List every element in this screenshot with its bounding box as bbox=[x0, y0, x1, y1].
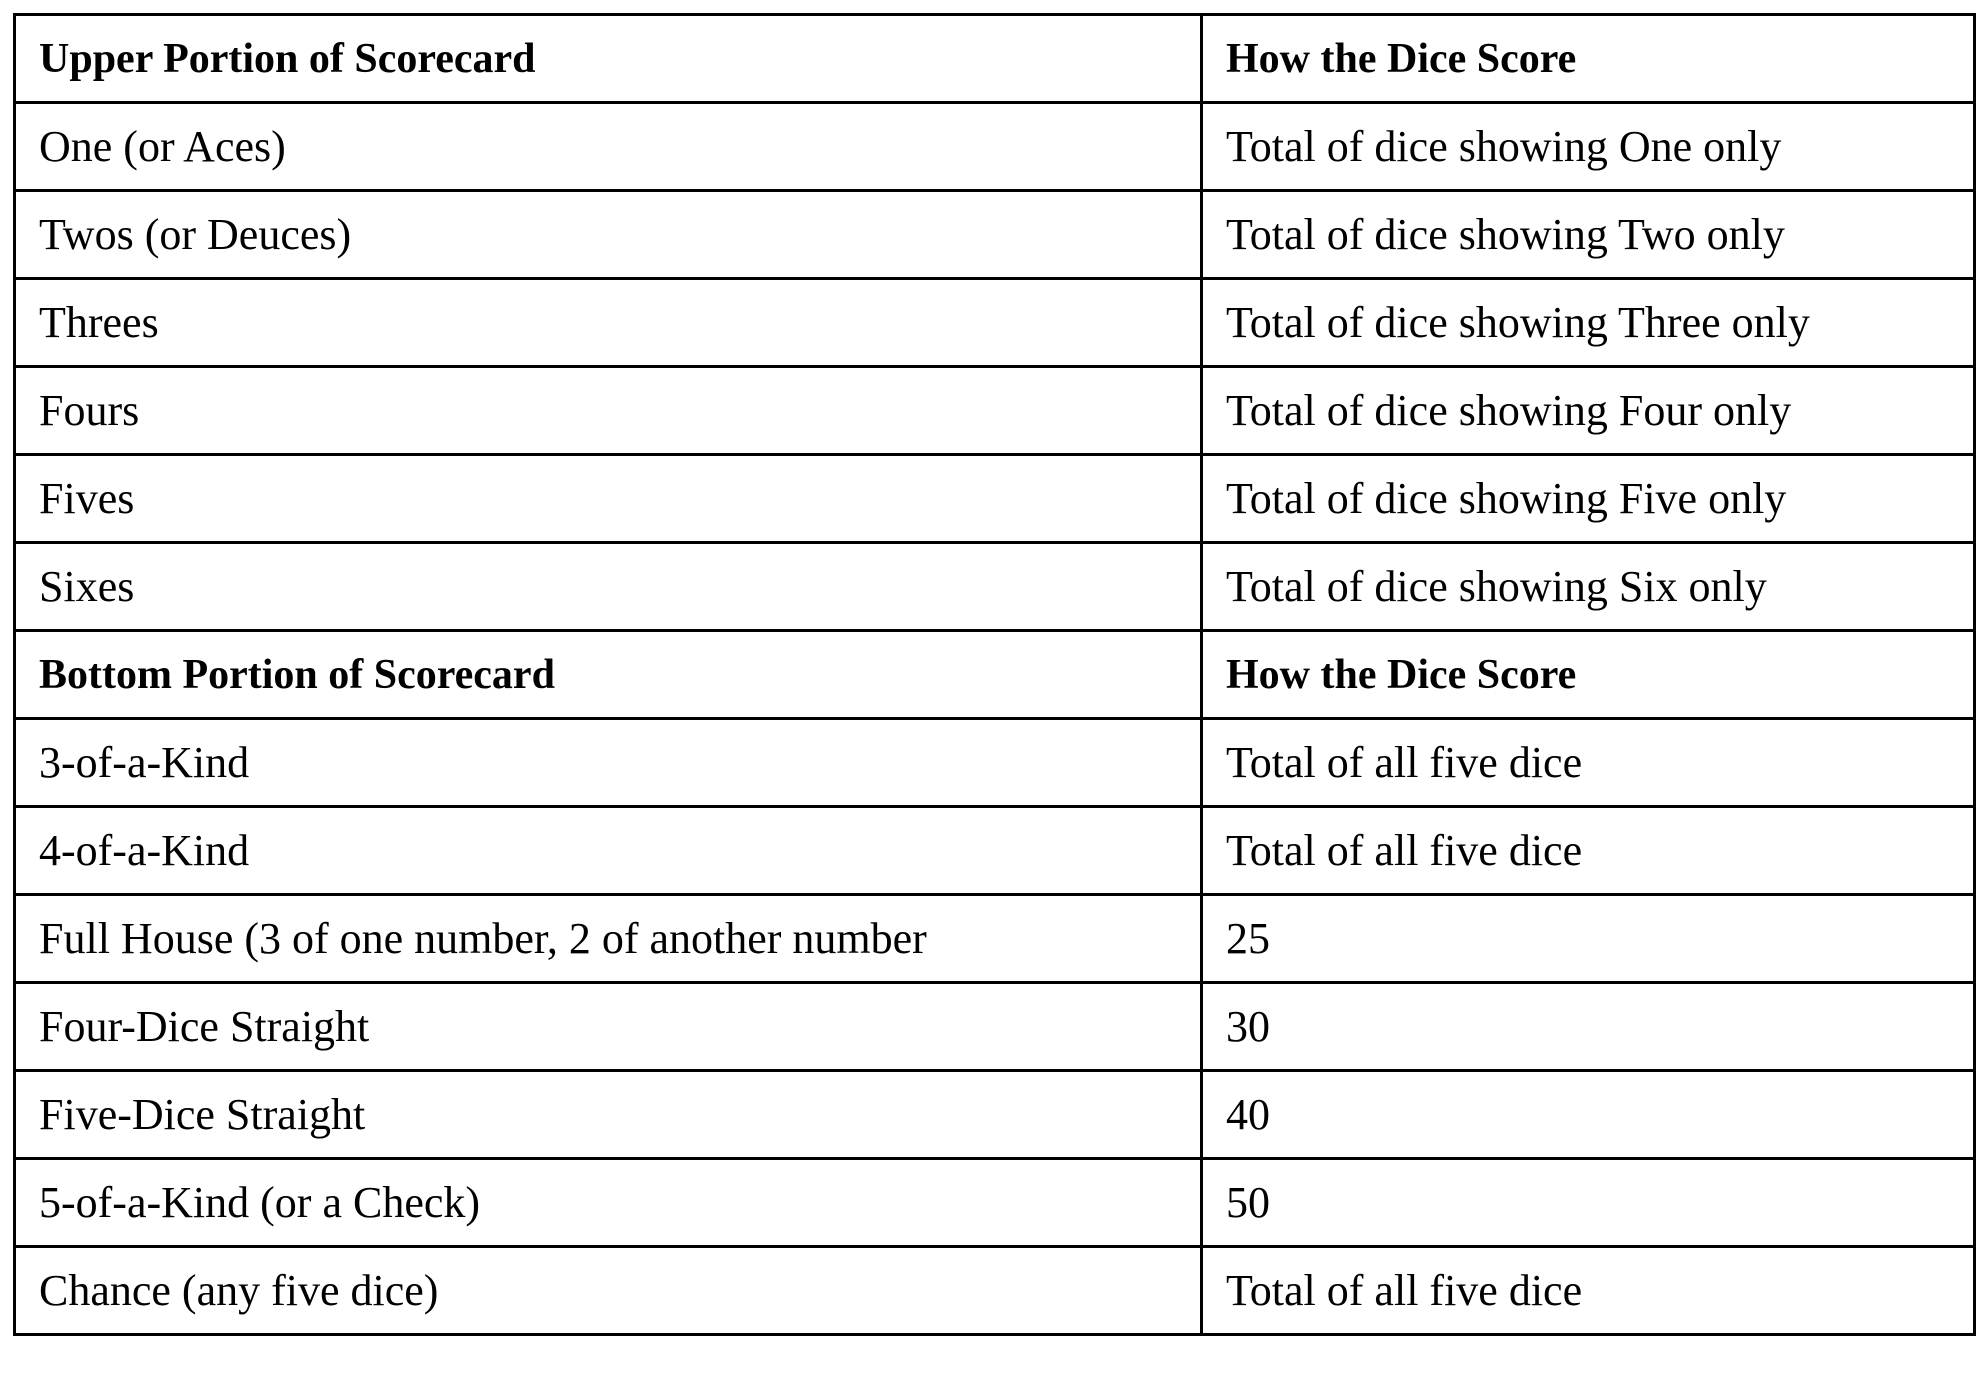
bottom-section-header-row bbox=[15, 631, 1975, 719]
category-cell: 4-of-a-Kind bbox=[15, 807, 1202, 895]
category-cell: One (or Aces) bbox=[15, 103, 1202, 191]
score-header-cell: How the Dice Score bbox=[1202, 631, 1975, 719]
scorecard-table bbox=[13, 13, 1976, 1336]
table-row bbox=[15, 103, 1975, 191]
category-cell: Threes bbox=[15, 279, 1202, 367]
table-row bbox=[15, 279, 1975, 367]
table-row bbox=[15, 719, 1975, 807]
category-header-cell: Upper Portion of Scorecard bbox=[15, 15, 1202, 103]
score-rule-cell: Total of all five dice bbox=[1202, 1247, 1975, 1335]
score-rule-cell: 50 bbox=[1202, 1159, 1975, 1247]
category-cell: Fives bbox=[15, 455, 1202, 543]
score-rule-cell: Total of dice showing One only bbox=[1202, 103, 1975, 191]
score-rule-cell: 30 bbox=[1202, 983, 1975, 1071]
score-rule-cell: Total of dice showing Two only bbox=[1202, 191, 1975, 279]
table-row bbox=[15, 455, 1975, 543]
table-row bbox=[15, 543, 1975, 631]
category-cell: Fours bbox=[15, 367, 1202, 455]
category-cell: 5-of-a-Kind (or a Check) bbox=[15, 1159, 1202, 1247]
table-row bbox=[15, 1247, 1975, 1335]
category-cell: Chance (any five dice) bbox=[15, 1247, 1202, 1335]
table-row bbox=[15, 1071, 1975, 1159]
category-cell: Full House (3 of one number, 2 of another number bbox=[15, 895, 1202, 983]
score-rule-cell: 25 bbox=[1202, 895, 1975, 983]
score-rule-cell: Total of all five dice bbox=[1202, 807, 1975, 895]
table-row bbox=[15, 895, 1975, 983]
table-row bbox=[15, 1159, 1975, 1247]
table-row bbox=[15, 191, 1975, 279]
score-header-cell: How the Dice Score bbox=[1202, 15, 1975, 103]
category-cell: Twos (or Deuces) bbox=[15, 191, 1202, 279]
category-cell: 3-of-a-Kind bbox=[15, 719, 1202, 807]
category-header-cell: Bottom Portion of Scorecard bbox=[15, 631, 1202, 719]
category-cell: Four-Dice Straight bbox=[15, 983, 1202, 1071]
score-rule-cell: Total of dice showing Six only bbox=[1202, 543, 1975, 631]
category-cell: Sixes bbox=[15, 543, 1202, 631]
score-rule-cell: 40 bbox=[1202, 1071, 1975, 1159]
score-rule-cell: Total of dice showing Five only bbox=[1202, 455, 1975, 543]
table-row bbox=[15, 367, 1975, 455]
category-cell: Five-Dice Straight bbox=[15, 1071, 1202, 1159]
score-rule-cell: Total of all five dice bbox=[1202, 719, 1975, 807]
upper-section-header-row bbox=[15, 15, 1975, 103]
table-row bbox=[15, 807, 1975, 895]
score-rule-cell: Total of dice showing Three only bbox=[1202, 279, 1975, 367]
table-row bbox=[15, 983, 1975, 1071]
score-rule-cell: Total of dice showing Four only bbox=[1202, 367, 1975, 455]
